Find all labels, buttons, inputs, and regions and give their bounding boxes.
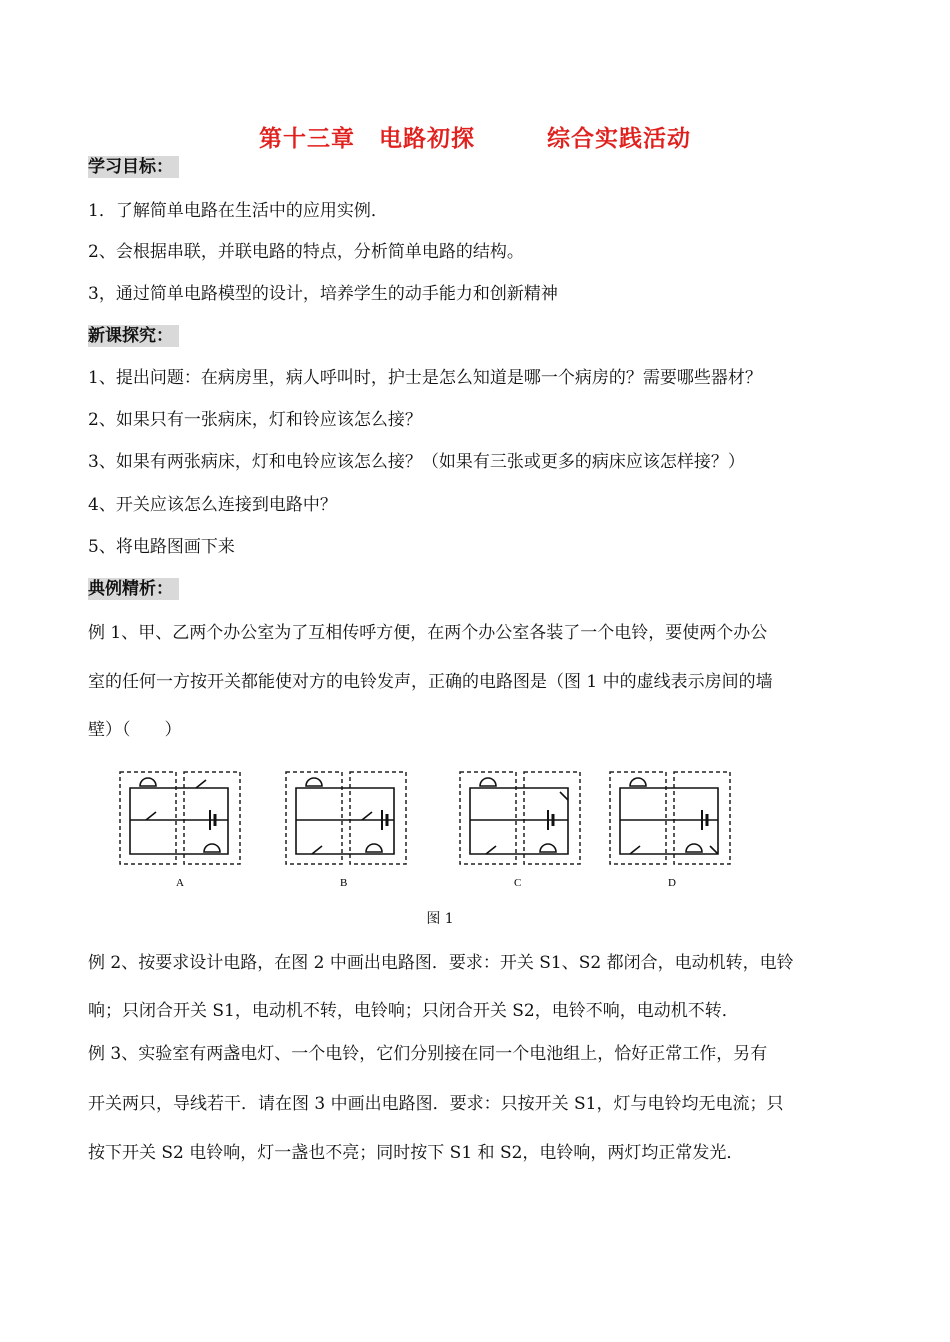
example-3-line-2: 开关两只，导线若干．请在图 3 中画出电路图．要求：只按开关 S1，灯与电铃均无电流；只 <box>88 1094 784 1114</box>
bell-icon <box>366 844 382 852</box>
section-heading-examples: 典例精析： <box>88 578 179 600</box>
bell-icon <box>480 778 496 786</box>
explore-item-1: 1、提出问题：在病房里，病人呼叫时，护士是怎么知道是哪一个病房的？需要哪些器材？ <box>88 368 762 388</box>
circuit-a-label: A <box>176 877 184 889</box>
switch-icon <box>630 846 640 854</box>
switch-icon <box>362 812 372 820</box>
bell-icon <box>140 778 156 786</box>
explore-item-2: 2、如果只有一张病床，灯和铃应该怎么接？ <box>88 410 422 430</box>
bell-icon <box>686 844 702 852</box>
example-2-line-2: 响；只闭合开关 S1，电动机不转，电铃响；只闭合开关 S2，电铃不响，电动机不转． <box>88 1001 739 1021</box>
example-1-line-1: 例 1、甲、乙两个办公室为了互相传呼方便，在两个办公室各装了一个电铃，要使两个办公 <box>88 623 768 643</box>
explore-item-5: 5、将电路图画下来 <box>88 537 235 557</box>
circuit-diagram-d <box>606 764 736 894</box>
goal-item-1: 1．了解简单电路在生活中的应用实例． <box>88 201 388 221</box>
example-3-line-3: 按下开关 S2 电铃响，灯一盏也不亮；同时按下 S1 和 S2，电铃响，两灯均正常发光． <box>88 1143 744 1163</box>
switch-icon <box>560 792 568 800</box>
circuit-diagram-b <box>282 764 412 894</box>
explore-item-3: 3、如果有两张病床，灯和电铃应该怎么接？（如果有三张或更多的病床应该怎样接？） <box>88 452 745 472</box>
goal-item-3: 3，通过简单电路模型的设计，培养学生的动手能力和创新精神 <box>88 284 558 304</box>
circuit-b-svg <box>282 764 412 894</box>
figure-1-caption: 图 1 <box>426 911 454 927</box>
circuit-diagram-c <box>456 764 586 894</box>
circuit-b-label: B <box>340 877 348 889</box>
bell-icon <box>306 778 322 786</box>
bell-icon <box>630 778 646 786</box>
figure-1-circuits <box>96 764 756 894</box>
bell-icon <box>204 844 220 852</box>
example-3-line-1: 例 3、实验室有两盏电灯、一个电铃，它们分别接在同一个电池组上，恰好正常工作，另有 <box>88 1044 768 1064</box>
goal-item-2: 2、会根据串联，并联电路的特点，分析简单电路的结构。 <box>88 242 524 262</box>
circuit-d-svg <box>606 764 736 894</box>
switch-icon <box>312 846 322 854</box>
section-heading-explore: 新课探究： <box>88 325 179 347</box>
example-1-line-3: 壁）（ ） <box>88 720 182 740</box>
switch-icon <box>486 846 496 854</box>
circuit-c-label: C <box>514 877 522 889</box>
circuit-d-label: D <box>668 877 676 889</box>
example-2-line-1: 例 2、按要求设计电路，在图 2 中画出电路图．要求：开关 S1、S2 都闭合，电动机转，电铃 <box>88 953 794 973</box>
explore-item-4: 4、开关应该怎么连接到电路中？ <box>88 495 337 515</box>
section-heading-goals: 学习目标： <box>88 156 179 178</box>
bell-icon <box>540 844 556 852</box>
circuit-diagram-a <box>116 764 246 894</box>
circuit-a-svg <box>116 764 246 894</box>
example-1-line-2: 室的任何一方按开关都能使对方的电铃发声，正确的电路图是（图 1 中的虚线表示房间的墙 <box>88 672 773 692</box>
circuit-c-svg <box>456 764 586 894</box>
switch-icon <box>146 812 156 820</box>
switch-icon <box>196 780 206 788</box>
page-title: 第十三章 电路初探 综合实践活动 <box>259 125 691 152</box>
switch-icon <box>710 846 718 854</box>
